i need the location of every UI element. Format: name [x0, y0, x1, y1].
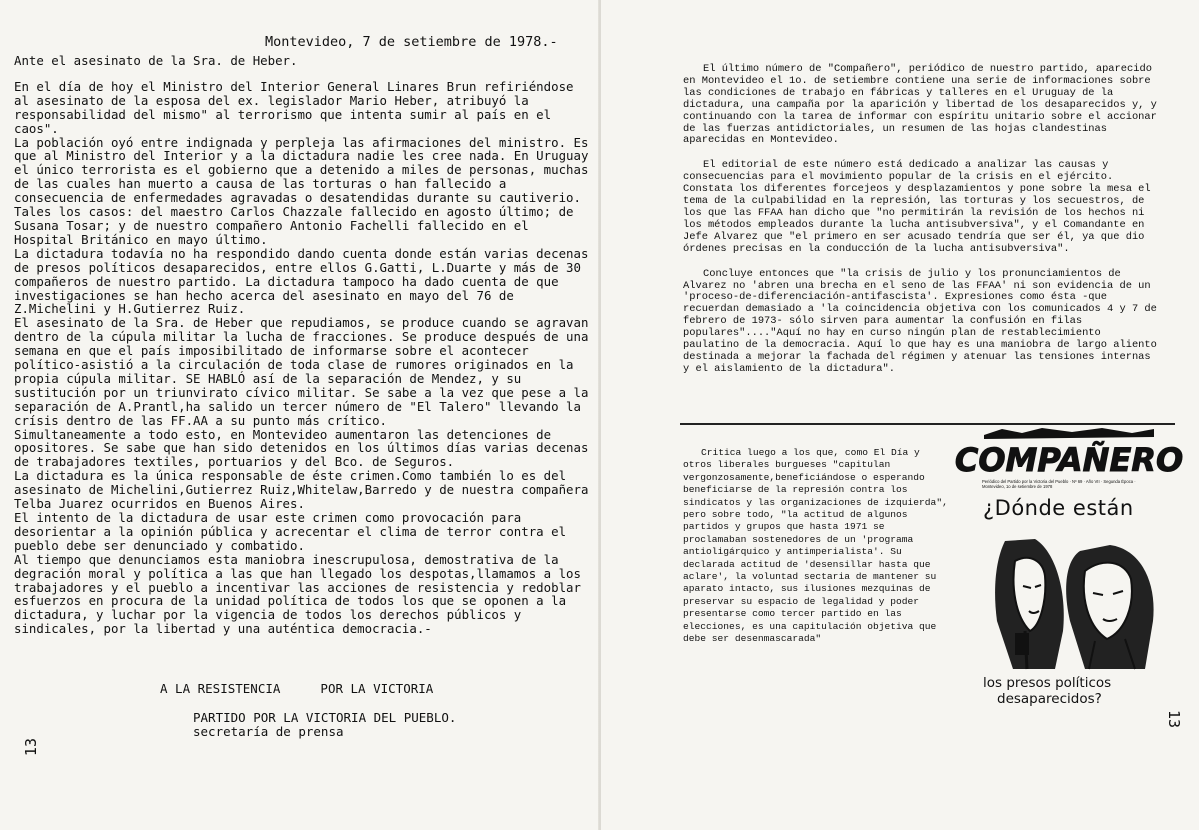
photo-caption — [983, 675, 1158, 707]
party-name: PARTIDO POR LA VICTORIA DEL PUEBLO. — [193, 710, 457, 725]
paragraph: Al tiempo que denunciamos esta maniobra inescrupulosa, demostrativa de la degración moral y política a las que han llegado los despotas,llamamos a los trabajadores y el pueblo a incentivar las acciones de resistencia y redoblar esfuerzos en procura de la unidad política de todos los que se oponen a la dictadura, y luchar por la vigencia de todos los derechos públicos y sindicales, por la libertad y una auténtica democracia.- — [14, 551, 581, 637]
section-divider — [680, 423, 1175, 425]
critique-quote: Critica luego a los que, como El Día y otros liberales burgueses "capitulan vergonzosamente,beneficiándose o esperando beneficiarse de la represión contra los sindicatos y las organizaciones de izquierda", pero sobre todo, "la actitud de algunos partidos y grupos que hasta 1971 se proclamaban sostenedores de un 'programa antioligárquico y antimperialista'. Su declarada actitud de 'desensillar hasta que aclare', la voluntad sectaria de mantener su aparato intacto, sus ilusiones mezquinas de preservar su espacio de legalidad y poder presentarse como tercer partido en las elecciones, es una capitulación objetiva que debe ser desenmascarada" — [683, 447, 948, 645]
letter-date: Montevideo, 7 de setiembre de 1978.- — [265, 34, 558, 50]
paragraph: La dictadura es la única responsable de éste crimen.Como también lo es del asesinato de Michelini,Gutierrez Ruiz,Whitelaw,Barredo y de nuestra compañera Telba Juarez ocurridos en Buenos Aires. — [14, 468, 589, 512]
press-office: secretaría de prensa — [193, 724, 344, 739]
signature-block — [193, 711, 456, 739]
slogan-resistance: A LA RESISTENCIA — [160, 681, 281, 696]
right-article — [683, 64, 1163, 389]
article-paragraph: El último número de "Compañero", periódico de nuestro partido, aparecido en Montevideo el 1o. de setiembre contiene una serie de informaciones sobre las condiciones de trabajo en fábricas y talleres en el Uruguay de la dictadura, una campaña por la aparición y libertad de los desaparecidos y, y continuando con la tarea de informar con espíritu unitario sobre el accionar de las fuerzas antidictoriales, un resumen de las hojas clandestinas aparecidas en Montevideo. — [683, 63, 1157, 147]
logo-subtext: Periódico del Partido por la Victoria del Pueblo · Nº 69 · Año VII · Segunda Época · Montevideo, 1o de setiembre de 1978 — [982, 479, 1136, 489]
paragraph: El asesinato de la Sra. de Heber que repudiamos, se produce cuando se agravan dentro de la cúpula militar la lucha de fracciones. Se produce después de una semana en que el país imposibilitado de informarse sobre el acontecer político-asistió a la circulación de toda clase de rumores originados en la propia cúpula militar. SE HABLÓ así de la separación de Mendez, y su sustitución por un triunvirato cívico militar. Se sabe a la vez que pese a la separación de A.Prantl,ha salido un tercer número de "El Talero" llevando la crísis dentro de las FF.AA a su punto más crítico. — [14, 315, 589, 428]
article-paragraph: El editorial de este número está dedicado a analizar las causas y consecuencias para el movimiento popular de la crisis en el ejército. Constata los diferentes forcejeos y desplazamientos y pone sobre la mesa el tema de la culpabilidad en la represión, las torturas y los secuestros, de los que las FFAA han dicho que "no permitirán la revisión de los hechos ni los métodos empleados durante la lucha antisubversiva", y el Comandante en Jefe Alvarez que "el primero en ser acusado tendría que ser él, ya que dio órdenes precisas en la conducción de la lucha antisubversiva". — [683, 159, 1151, 255]
faces-illustration — [985, 531, 1155, 669]
paragraph: La dictadura todavía no ha respondido dando cuenta donde están varias decenas de presos políticos desaparecidos, entre ellos G.Gatti, L.Duarte y más de 30 compañeros de nuestro partido. La dictadura tampoco ha dado cuenta de que investigaciones se han hecho acerca del asesinato en mayo del 76 de Z.Michelini y H.Gutierrez Ruiz. — [14, 245, 589, 317]
page-number-left: 13 — [22, 738, 40, 757]
paragraph: La población oyó entre indignada y perpleja las afirmaciones del ministro. Es que al Ministro del Interior y a la dictadura nadie les cree nada. En Uruguay el único terrorista es el gobierno que a detenido a miles de personas, muchas de las cuales han muerto a causa de las torturas o han fallecido a consecuencia de enfermedades agravadas o desatendidas durante su cautiverio. Tales los casos: del maestro Carlos Chazzale fallecido en agosto último; de Susana Tosar; y de nuestro compañero Antonio Fachelli fallecido en el Hospital Británico en mayo último. — [14, 134, 589, 247]
page-number-right: 13 — [1165, 710, 1183, 729]
paragraph: El intento de la dictadura de usar este crimen como provocación para desorientar a la opinión pública y acrecentar el clima de terror contra el pueblo debe ser denunciado y combatido. — [14, 510, 567, 553]
slogan-victory: POR LA VICTORIA — [320, 681, 434, 696]
article-paragraph: Concluye entonces que "la crisis de julio y los pronunciamientos de Alvarez no 'abren una brecha en el seno de las FFAA' ni son evidencia de un 'proceso-de-diferenciación-antifascista'. Expresiones como ésta -que recuerdan demasiado a 'la coincidencia objetiva con los comunicados 4 y 7 de febrero de 1973- sólo sirven para aumentar la confusión en filas populares"...."Aquí no hay en curso ningún plan de restablecimiento paulatino de la democracia. Aquí lo que hay es una maniobra de largo aliento destinada a mejorar la fachada del régimen y atenuar las tensiones internas y el aislamiento de la dictadura". — [683, 267, 1157, 375]
opening-line: Ante el asesinato de la Sra. de Heber. — [14, 53, 298, 68]
caption-line-2: desaparecidos? — [997, 691, 1102, 707]
paragraph: Simultaneamente a todo esto, en Montevideo aumentaron las detenciones de opositores. Se sabe que han sido detenidos en los últimos días varias decenas de trabajadores textiles, portuarios y del Bco. de Seguros. — [14, 426, 589, 470]
companero-logo — [954, 427, 1184, 479]
paragraph: En el día de hoy el Ministro del Interior General Linares Brun refiriéndose al asesinato de la esposa del ex. legislador Mario Heber, atribuyó la responsabilidad del mismo" al terrorismo que intenta sumir al país en el caos". — [14, 78, 574, 136]
caption-line-1: los presos políticos — [983, 675, 1112, 691]
logo-wordmark: COMPAÑERO — [954, 441, 1184, 479]
left-body-text — [14, 54, 590, 636]
slogans — [160, 681, 460, 696]
headline-donde: ¿Dónde están — [983, 496, 1134, 520]
